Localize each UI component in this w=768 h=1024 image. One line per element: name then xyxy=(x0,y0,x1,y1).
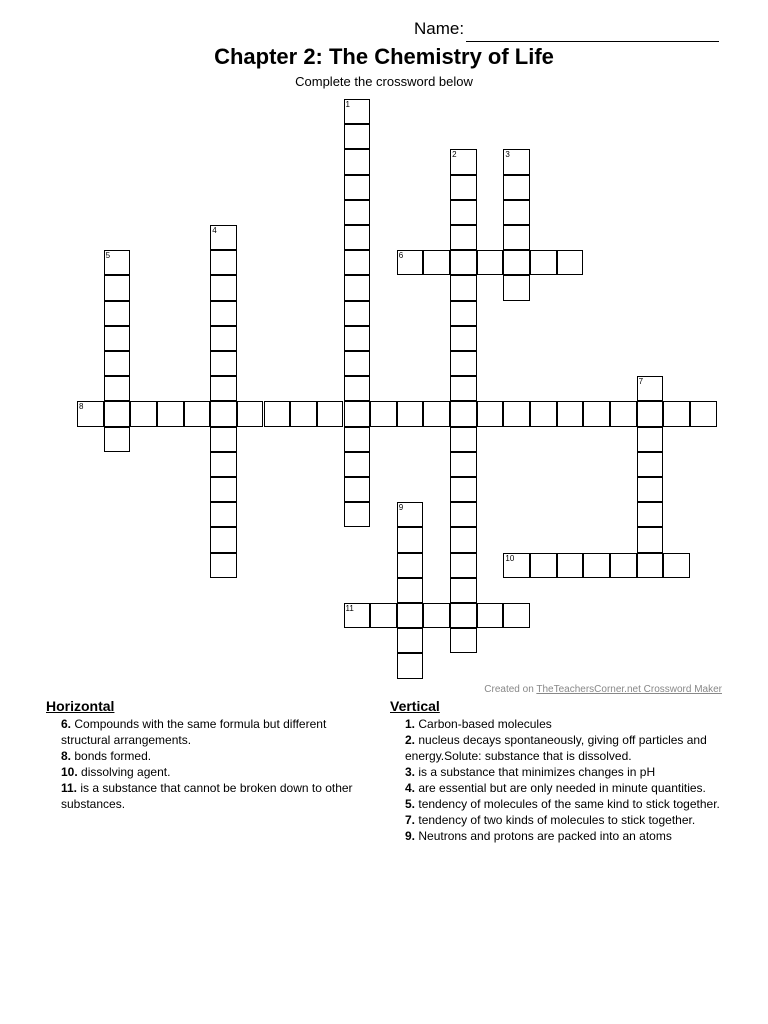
crossword-cell[interactable] xyxy=(503,200,530,225)
clue-item xyxy=(46,764,356,780)
crossword-cell[interactable] xyxy=(503,275,530,300)
crossword-cell[interactable] xyxy=(344,376,371,401)
crossword-cell[interactable] xyxy=(450,301,477,326)
crossword-cell[interactable] xyxy=(210,250,237,275)
crossword-cell[interactable] xyxy=(397,653,424,678)
crossword-cell[interactable] xyxy=(637,502,664,527)
crossword-cell[interactable] xyxy=(637,527,664,552)
crossword-cell[interactable] xyxy=(344,326,371,351)
crossword-cell[interactable] xyxy=(210,502,237,527)
clue-item xyxy=(390,796,725,812)
page-subtitle: Complete the crossword below xyxy=(295,74,473,89)
credit-line xyxy=(484,684,722,695)
crossword-cell[interactable] xyxy=(610,553,637,578)
crossword-cell[interactable] xyxy=(157,401,184,426)
crossword-cell[interactable] xyxy=(450,502,477,527)
clue-text: tendency of two kinds of molecules to stick together. xyxy=(418,813,696,827)
credit-link[interactable]: TheTeachersCorner.net Crossword Maker xyxy=(536,684,722,695)
crossword-cell[interactable] xyxy=(184,401,211,426)
crossword-cell[interactable] xyxy=(423,603,450,628)
crossword-cell[interactable] xyxy=(397,603,424,628)
cell-number: 7 xyxy=(638,377,644,387)
crossword-cell[interactable] xyxy=(450,149,477,174)
crossword-cell[interactable] xyxy=(397,401,424,426)
crossword-cell[interactable] xyxy=(344,301,371,326)
crossword-cell[interactable] xyxy=(690,401,717,426)
crossword-cell[interactable] xyxy=(264,401,291,426)
crossword-cell[interactable] xyxy=(477,401,504,426)
crossword-cell[interactable] xyxy=(450,200,477,225)
cell-number: 6 xyxy=(398,251,404,261)
crossword-cell[interactable] xyxy=(344,502,371,527)
clue-number: 1. xyxy=(405,717,416,731)
crossword-cell[interactable] xyxy=(344,401,371,426)
clue-text: is a substance that cannot be broken down to other substances. xyxy=(61,781,353,811)
clue-item xyxy=(46,748,356,764)
clue-number: 8. xyxy=(61,749,72,763)
clue-text: Carbon-based molecules xyxy=(418,717,552,731)
crossword-cell[interactable] xyxy=(503,553,530,578)
crossword-cell[interactable] xyxy=(237,401,264,426)
clue-number: 4. xyxy=(405,781,416,795)
crossword-cell[interactable] xyxy=(450,427,477,452)
clue-item xyxy=(390,764,725,780)
clue-text: is a substance that minimizes changes in pH xyxy=(418,765,656,779)
cell-number: 8 xyxy=(79,402,84,412)
crossword-cell[interactable] xyxy=(210,225,237,250)
crossword-cell[interactable] xyxy=(210,527,237,552)
clue-item xyxy=(46,780,356,812)
crossword-cell[interactable] xyxy=(344,175,371,200)
crossword-cell[interactable] xyxy=(210,427,237,452)
crossword-cell[interactable] xyxy=(290,401,317,426)
crossword-cell[interactable] xyxy=(583,553,610,578)
clue-number: 6. xyxy=(61,717,72,731)
crossword-cell[interactable] xyxy=(557,250,584,275)
crossword-cell[interactable] xyxy=(370,401,397,426)
credit-prefix: Created on xyxy=(484,684,537,695)
crossword-cell[interactable] xyxy=(450,275,477,300)
clue-item xyxy=(390,828,725,844)
crossword-cell[interactable] xyxy=(637,376,664,401)
horizontal-clues xyxy=(46,698,356,812)
crossword-cell[interactable] xyxy=(104,250,131,275)
crossword-cell[interactable] xyxy=(344,250,371,275)
crossword-cell[interactable] xyxy=(344,275,371,300)
crossword-cell[interactable] xyxy=(450,351,477,376)
vertical-clues xyxy=(390,698,725,844)
crossword-cell[interactable] xyxy=(450,603,477,628)
crossword-cell[interactable] xyxy=(530,553,557,578)
crossword-cell[interactable] xyxy=(104,401,131,426)
crossword-cell[interactable] xyxy=(397,527,424,552)
crossword-cell[interactable] xyxy=(104,301,131,326)
crossword-cell[interactable] xyxy=(450,553,477,578)
clue-number: 10. xyxy=(61,765,78,779)
crossword-cell[interactable] xyxy=(450,225,477,250)
clue-number: 5. xyxy=(405,797,416,811)
clue-item xyxy=(390,716,725,732)
clue-number: 7. xyxy=(405,813,416,827)
crossword-cell[interactable] xyxy=(450,401,477,426)
crossword-cell[interactable] xyxy=(104,351,131,376)
clue-text: dissolving agent. xyxy=(81,765,171,779)
crossword-cell[interactable] xyxy=(130,401,157,426)
crossword-cell[interactable] xyxy=(104,326,131,351)
crossword-cell[interactable] xyxy=(503,149,530,174)
crossword-cell[interactable] xyxy=(210,452,237,477)
crossword-cell[interactable] xyxy=(637,427,664,452)
name-label: Name: xyxy=(414,19,465,38)
crossword-cell[interactable] xyxy=(637,553,664,578)
crossword-cell[interactable] xyxy=(344,427,371,452)
cell-number: 11 xyxy=(345,604,354,613)
clue-item xyxy=(390,812,725,828)
clue-text: Neutrons and protons are packed into an atoms xyxy=(418,829,672,843)
crossword-cell[interactable] xyxy=(210,326,237,351)
clue-text: nucleus decays spontaneously, giving off particles and energy.Solute: substance that is dissolved. xyxy=(405,733,707,763)
crossword-cell[interactable] xyxy=(210,477,237,502)
crossword-cell[interactable] xyxy=(344,452,371,477)
crossword-cell[interactable] xyxy=(450,175,477,200)
clue-item xyxy=(46,716,356,748)
clue-text: are essential but are only needed in minute quantities. xyxy=(418,781,706,795)
cell-number: 4 xyxy=(212,226,217,235)
crossword-cell[interactable] xyxy=(397,553,424,578)
crossword-cell[interactable] xyxy=(557,553,584,578)
crossword-cell[interactable] xyxy=(344,149,371,174)
crossword-cell[interactable] xyxy=(610,401,637,426)
clue-number: 3. xyxy=(405,765,416,779)
crossword-cell[interactable] xyxy=(210,275,237,300)
crossword-cell[interactable] xyxy=(210,553,237,578)
clue-text: bonds formed. xyxy=(74,749,152,763)
crossword-cell[interactable] xyxy=(210,301,237,326)
crossword-cell[interactable] xyxy=(423,401,450,426)
cell-number: 2 xyxy=(452,150,457,160)
crossword-cell[interactable] xyxy=(450,452,477,477)
cell-number: 3 xyxy=(505,150,510,160)
crossword-cell[interactable] xyxy=(530,401,557,426)
cell-number: 10 xyxy=(505,553,515,563)
crossword-cell[interactable] xyxy=(637,452,664,477)
crossword-cell[interactable] xyxy=(397,250,424,275)
crossword-cell[interactable] xyxy=(344,99,371,124)
crossword-cell[interactable] xyxy=(210,401,237,426)
crossword-cell[interactable] xyxy=(210,351,237,376)
clue-item xyxy=(390,732,725,764)
crossword-cell[interactable] xyxy=(477,603,504,628)
crossword-cell[interactable] xyxy=(397,628,424,653)
crossword-cell[interactable] xyxy=(450,527,477,552)
crossword-cell[interactable] xyxy=(397,578,424,603)
crossword-cell[interactable] xyxy=(477,250,504,275)
page-title: Chapter 2: The Chemistry of Life xyxy=(214,44,554,69)
crossword-cell[interactable] xyxy=(104,427,131,452)
crossword-cell[interactable] xyxy=(530,250,557,275)
crossword-cell[interactable] xyxy=(77,401,104,426)
crossword-cell[interactable] xyxy=(583,401,610,426)
clue-text: Compounds with the same formula but different structural arrangements. xyxy=(61,717,327,747)
crossword-cell[interactable] xyxy=(637,401,664,426)
cell-number: 1 xyxy=(345,100,350,109)
crossword-cell[interactable] xyxy=(663,553,690,578)
cell-number: 5 xyxy=(105,251,111,261)
crossword-cell[interactable] xyxy=(104,376,131,401)
clue-text: tendency of molecules of the same kind to stick together. xyxy=(418,797,720,811)
crossword-cell[interactable] xyxy=(423,250,450,275)
crossword-cell[interactable] xyxy=(637,477,664,502)
crossword-cell[interactable] xyxy=(450,326,477,351)
crossword-cell[interactable] xyxy=(344,351,371,376)
crossword-cell[interactable] xyxy=(503,603,530,628)
crossword-cell[interactable] xyxy=(370,603,397,628)
crossword-cell[interactable] xyxy=(450,250,477,275)
crossword-cell[interactable] xyxy=(450,578,477,603)
crossword-cell[interactable] xyxy=(450,628,477,653)
crossword-cell[interactable] xyxy=(557,401,584,426)
crossword-cell[interactable] xyxy=(344,225,371,250)
crossword-cell[interactable] xyxy=(210,376,237,401)
crossword-cell[interactable] xyxy=(344,477,371,502)
crossword-cell[interactable] xyxy=(450,477,477,502)
crossword-cell[interactable] xyxy=(503,175,530,200)
cell-number: 9 xyxy=(398,503,404,513)
crossword-cell[interactable] xyxy=(450,376,477,401)
crossword-cell[interactable] xyxy=(503,401,530,426)
crossword-cell[interactable] xyxy=(503,225,530,250)
clue-number: 11. xyxy=(61,781,78,795)
crossword-cell[interactable] xyxy=(104,275,131,300)
crossword-cell[interactable] xyxy=(344,603,371,628)
crossword-cell[interactable] xyxy=(317,401,344,426)
crossword-cell[interactable] xyxy=(663,401,690,426)
crossword-cell[interactable] xyxy=(503,250,530,275)
horizontal-heading: Horizontal xyxy=(46,698,115,714)
crossword-cell[interactable] xyxy=(344,124,371,149)
crossword-cell[interactable] xyxy=(397,502,424,527)
crossword-cell[interactable] xyxy=(344,200,371,225)
clue-number: 9. xyxy=(405,829,416,843)
clue-item xyxy=(390,780,725,796)
vertical-heading: Vertical xyxy=(390,698,440,714)
clue-number: 2. xyxy=(405,733,416,747)
